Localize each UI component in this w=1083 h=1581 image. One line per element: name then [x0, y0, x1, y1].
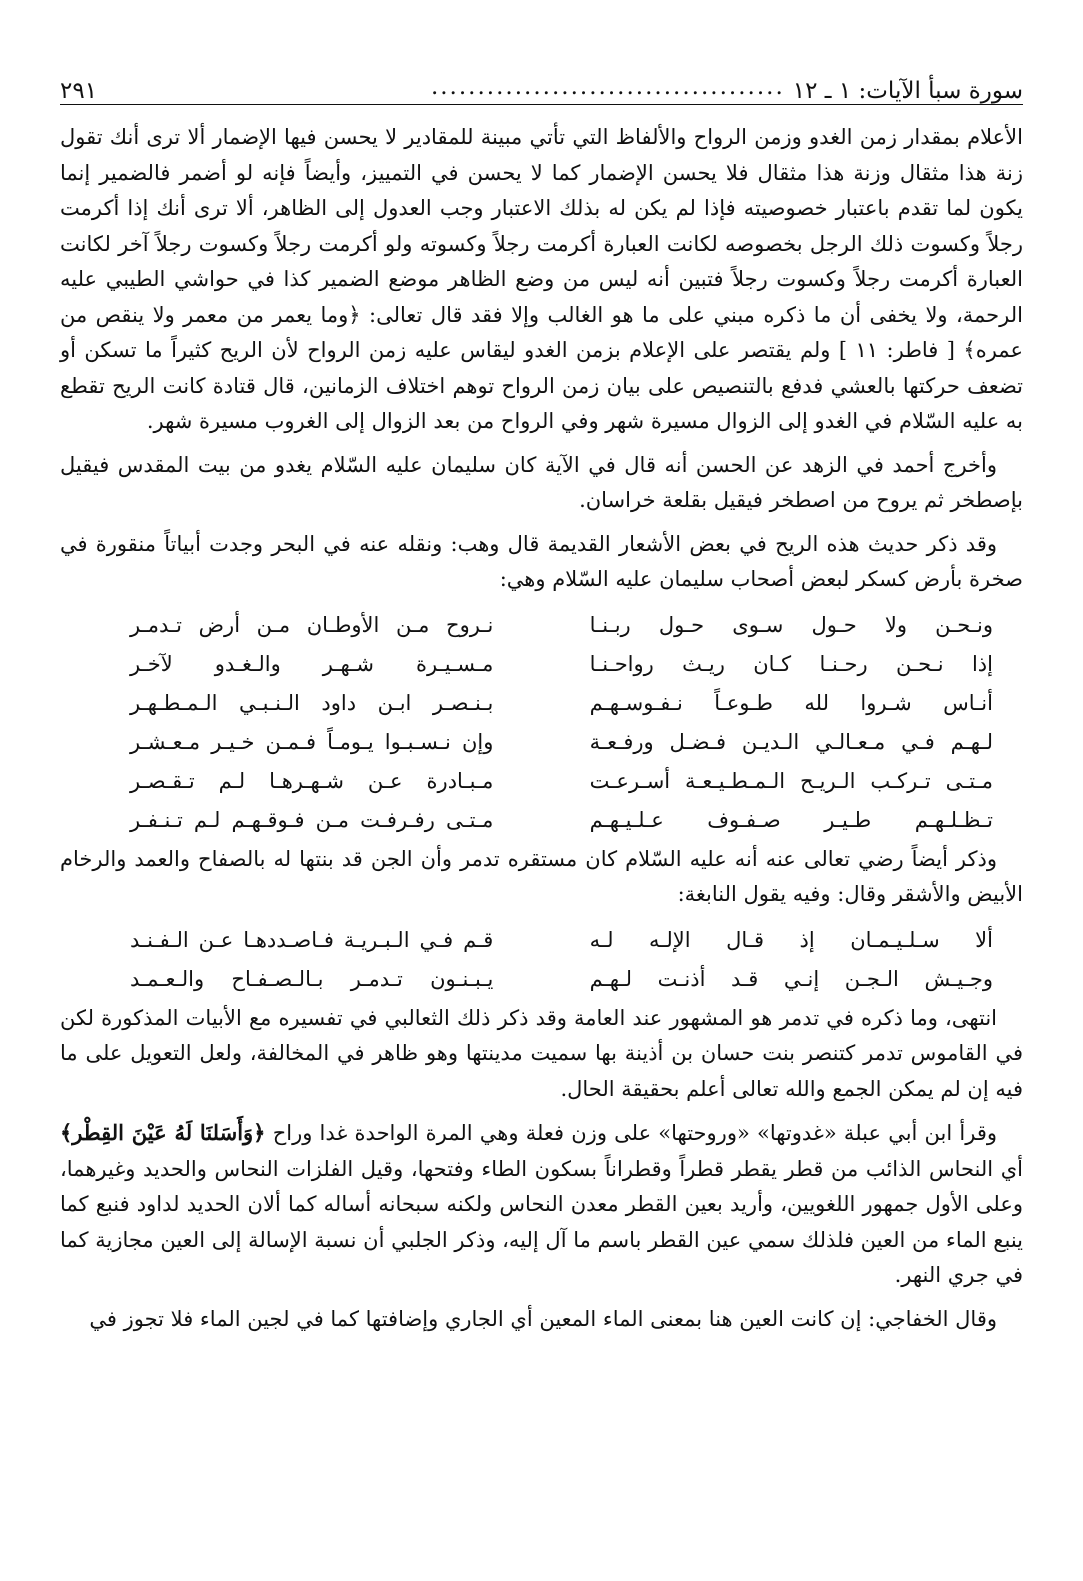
hemistich-second: مـسـيـرة شـهـر والـغـدو لآخـر: [130, 651, 494, 676]
hemistich-first: أنـاس شـروا لله طـوعـاً نـفـوسـهـم: [589, 690, 993, 715]
paragraph-6-start: وقرأ ابن أبي عبلة «غدوتها» «وروحتها» على وزن فعلة وهي المرة الواحدة غدا وراح: [272, 1121, 997, 1145]
paragraph-4: وذكر أيضاً رضي تعالى عنه أنه عليه السّلام كان مستقره تدمر وأن الجن قد بنتها له بالصفاح والعمد والرخام الأبيض والأشقر وقال: وفيه يقول النابغة:: [60, 846, 1023, 906]
page-body: [60, 120, 1023, 1345]
paragraph-2: وأخرج أحمد في الزهد عن الحسن أنه قال في الآية كان سليمان عليه السّلام يغدو من بيت المقدس فيقيل بإصطخر ثم يروح من اصطخر فيقيل بقلعة خراسان.: [60, 452, 1023, 512]
paragraph-3: وقد ذكر حديث هذه الريح في بعض الأشعار القديمة قال وهب: ونقله عنه في البحر وجدت أبياتاً منقورة في صخرة بأرض كسكر لبعض أصحاب سليمان عليه السّلام وهي:: [60, 531, 1023, 591]
poem-2: [60, 921, 1023, 999]
hemistich-second: مـبـادرة عـن شـهـرهـا لـم تـقـصـر: [130, 768, 494, 793]
paragraph-6-rest: أي النحاس الذائب من قطر يقطر قطراً وقطراناً بسكون الطاء وفتحها، وقيل الفلزات النحاس والحديد وغيرهما، وعلى الأول جمهور اللغويين، وأريد بعين القطر معدن النحاس ولكنه سبحانه أساله كما ألان الحديد لداود فنبع كما ينبع الماء من العين فلذلك سمي عين القطر باسم ما آل إليه، وذكر الجلبي أن نسبة الإسالة إلى العين مجازية كما في جري النهر.: [60, 1156, 1023, 1287]
paragraph-7: وقال الخفاجي: إن كانت العين هنا بمعنى الماء المعين أي الجاري وإضافتها كما في لجين الماء فلا تجوز في: [89, 1306, 997, 1331]
hemistich-first: إذا نـحـن رحـنـا كـان ريـث رواحـنـا: [589, 651, 993, 676]
paragraph-5: انتهى، وما ذكره في تدمر هو المشهور عند العامة وقد ذكر ذلك الثعالبي في تفسيره مع الأبيات المذكورة لكن في القاموس تدمر كتنصر بنت حسان بن أذينة بها سميت مدينتها وهو ظاهر في المخالفة، ولعل التعويل على ما فيه إن لم يمكن الجمع والله تعالى أعلم بحقيقة الحال.: [60, 1005, 1023, 1101]
poem-line: [60, 921, 1023, 960]
hemistich-first: وجـيـش الـجـن إنـي قـد أذنـت لـهـم: [589, 966, 993, 991]
paragraph-1: الأعلام بمقدار زمن الغدو وزمن الرواح والألفاظ التي تأتي مبينة للمقادير لا يحسن فيها الإضمار ألا ترى أنك تقول زنة هذا مثقال وزنة هذا مثقال فلا يحسن الإضمار كما لا يحسن في التمييز، وأيضاً فإنه لو أضمر فالضمير إنما يكون لما تقدم باعتبار خصوصيته فإذا لم يكن له بذلك الاعتبار وجب العدول إلى الظاهر، ألا ترى أنك إذا أكرمت رجلاً وكسوت ذلك الرجل بخصوصه لكانت العبارة أكرمت رجلاً وكسوته ولو أكرمت رجلاً وكسوت رجلاً آخر لكانت العبارة أكرمت رجلاً وكسوت رجلاً فتبين أنه ليس من وضع الظاهر موضع الضمير كذا في حواشي الطيبي عليه الرحمة، ولا يخفى أن ما ذكره مبني على ما هو الغالب وإلا فقد قال تعالى: ﴿وما يعمر من معمر ولا ينقص من عمره﴾ [ فاطر: ١١ ] ولم يقتصر على الإعلام بزمن الغدو ليقاس عليه زمن الرواح لأن الريح كثيراً ما تسكن أو تضعف حركتها بالعشي فدفع بالتنصيص على بيان زمن الرواح توهم اختلاف الزمانين، قال قتادة كانت الريح تقطع به عليه السّلام في الغدو إلى الزوال مسيرة شهر وفي الرواح من بعد الزوال إلى الغروب مسيرة شهر.: [60, 125, 1023, 433]
hemistich-second: قـم فـي الـبـريـة فـاصـددهـا عـن الـفـنـد: [130, 927, 494, 952]
hemistich-second: نـروح مـن الأوطـان مـن أرض تـدمـر: [130, 612, 494, 637]
page-number: ٢٩١: [60, 78, 98, 104]
hemistich-first: لـهـم فـي مـعـالـي الـديـن فـضـل ورفـعـة: [589, 729, 993, 754]
hemistich-second: يـبـنـون تـدمـر بـالـصـفـاح والـعـمـد: [130, 966, 494, 991]
poem-1: [60, 606, 1023, 840]
hemistich-second: بـنـصـر ابـن داود الـنـبـي الـمـطـهـر: [130, 690, 494, 715]
poem-line: [60, 645, 1023, 684]
poem-line: [60, 801, 1023, 840]
hemistich-first: ونـحـن ولا حـول سـوى حـول ربـنـا: [589, 612, 993, 637]
paragraph-6: [60, 1115, 1023, 1294]
hemistich-first: ألا سـلـيـمـان إذ قـال الإلـه لـه: [589, 927, 993, 952]
header-title: سورة سبأ الآيات: ١ ـ ١٢: [792, 78, 1023, 104]
header-leader-dots: ......................................: [430, 74, 785, 100]
running-header: [60, 70, 1023, 105]
hemistich-first: مـتـى تـركـب الـريـح الـمـطـيـعـة أسـرعـت: [589, 768, 993, 793]
poem-line: [60, 762, 1023, 801]
poem-line: [60, 723, 1023, 762]
hemistich-first: تـظـلـهـم طـيـر صـفـوف عـلـيـهـم: [589, 807, 993, 832]
poem-line: [60, 684, 1023, 723]
hemistich-second: مـتـى رفـرفـت مـن فـوقـهـم لـم تـنـفـر: [130, 807, 494, 832]
poem-line: [60, 960, 1023, 999]
hemistich-second: وإن نـسـبـوا يـومـاً فـمـن خـيـر مـعـشـر: [130, 729, 494, 754]
poem-line: [60, 606, 1023, 645]
quran-quote: ﴿وَأَسَلنَا لَهُ عَيْنَ القِطْر﴾: [60, 1120, 266, 1145]
